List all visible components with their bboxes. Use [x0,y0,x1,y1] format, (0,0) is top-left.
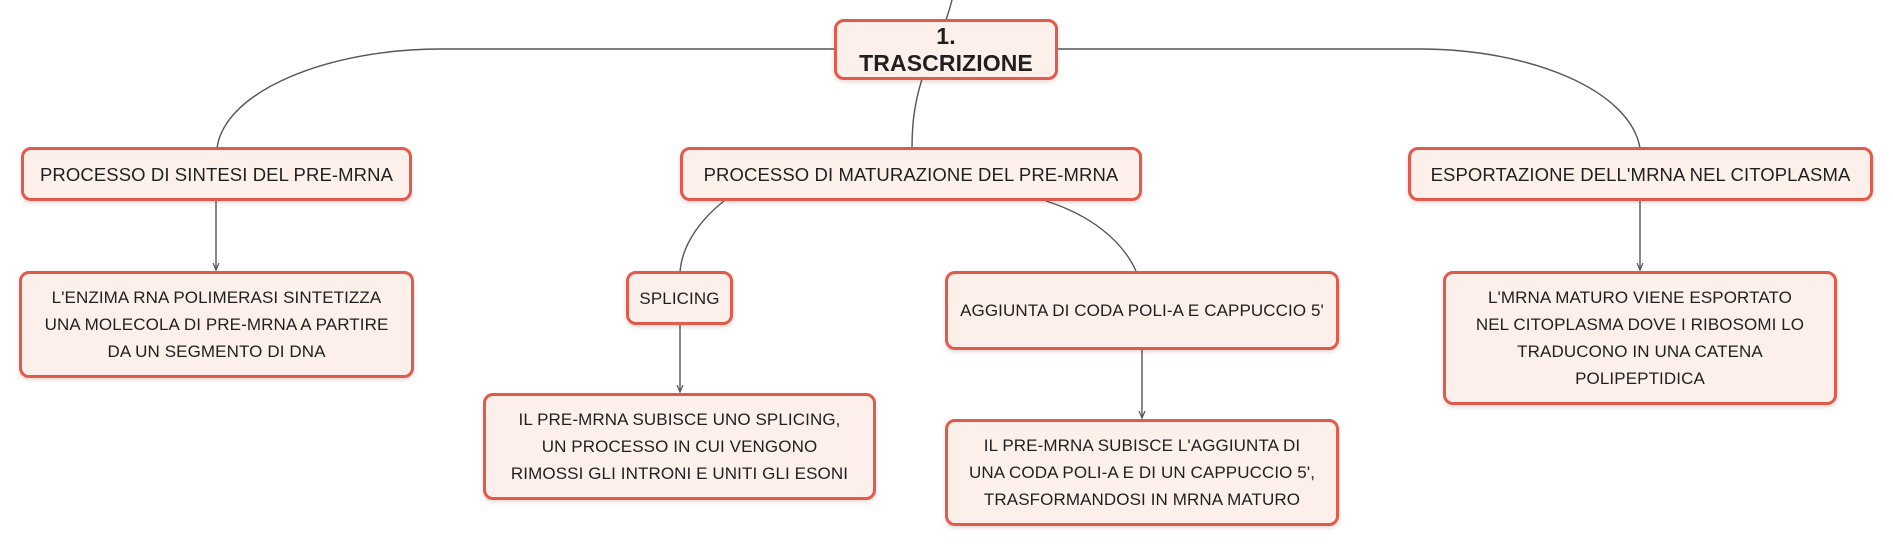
connector-root-to-maturazione [912,79,922,148]
node-esportazione-mrna[interactable]: ESPORTAZIONE DELL'MRNA NEL CITOPLASMA [1408,147,1873,201]
node-aggiunta-coda[interactable]: AGGIUNTA DI CODA POLI-A E CAPPUCCIO 5' [945,271,1339,350]
node-processo-sintesi[interactable]: PROCESSO DI SINTESI DEL PRE-MRNA [21,147,412,201]
connector-root-to-esportazione [1055,49,1640,148]
node-aggiunta-detail[interactable]: IL PRE-MRNA SUBISCE L'AGGIUNTA DI UNA CODA POLI-A E DI UN CAPPUCCIO 5', TRASFORMANDOSI IN MRNA MATURO [945,419,1339,526]
connector-parent-to-root [946,0,952,20]
node-splicing-detail[interactable]: IL PRE-MRNA SUBISCE UNO SPLICING, UN PROCESSO IN CUI VENGONO RIMOSSI GLI INTRONI E UNITI GLI ESONI [483,393,876,500]
connector-maturazione-to-aggiunta [1046,201,1136,271]
connector-root-to-sintesi [217,49,836,148]
node-root-trascrizione[interactable]: 1. TRASCRIZIONE [834,19,1058,80]
node-sintesi-detail[interactable]: L'ENZIMA RNA POLIMERASI SINTETIZZA UNA MOLECOLA DI PRE-MRNA A PARTIRE DA UN SEGMENTO DI DNA [19,271,414,378]
node-splicing[interactable]: SPLICING [626,271,733,325]
node-processo-maturazione[interactable]: PROCESSO DI MATURAZIONE DEL PRE-MRNA [680,147,1142,201]
connector-maturazione-to-splicing [680,201,724,272]
node-esportazione-detail[interactable]: L'MRNA MATURO VIENE ESPORTATO NEL CITOPLASMA DOVE I RIBOSOMI LO TRADUCONO IN UNA CATENA POLIPEPTIDICA [1443,271,1837,405]
